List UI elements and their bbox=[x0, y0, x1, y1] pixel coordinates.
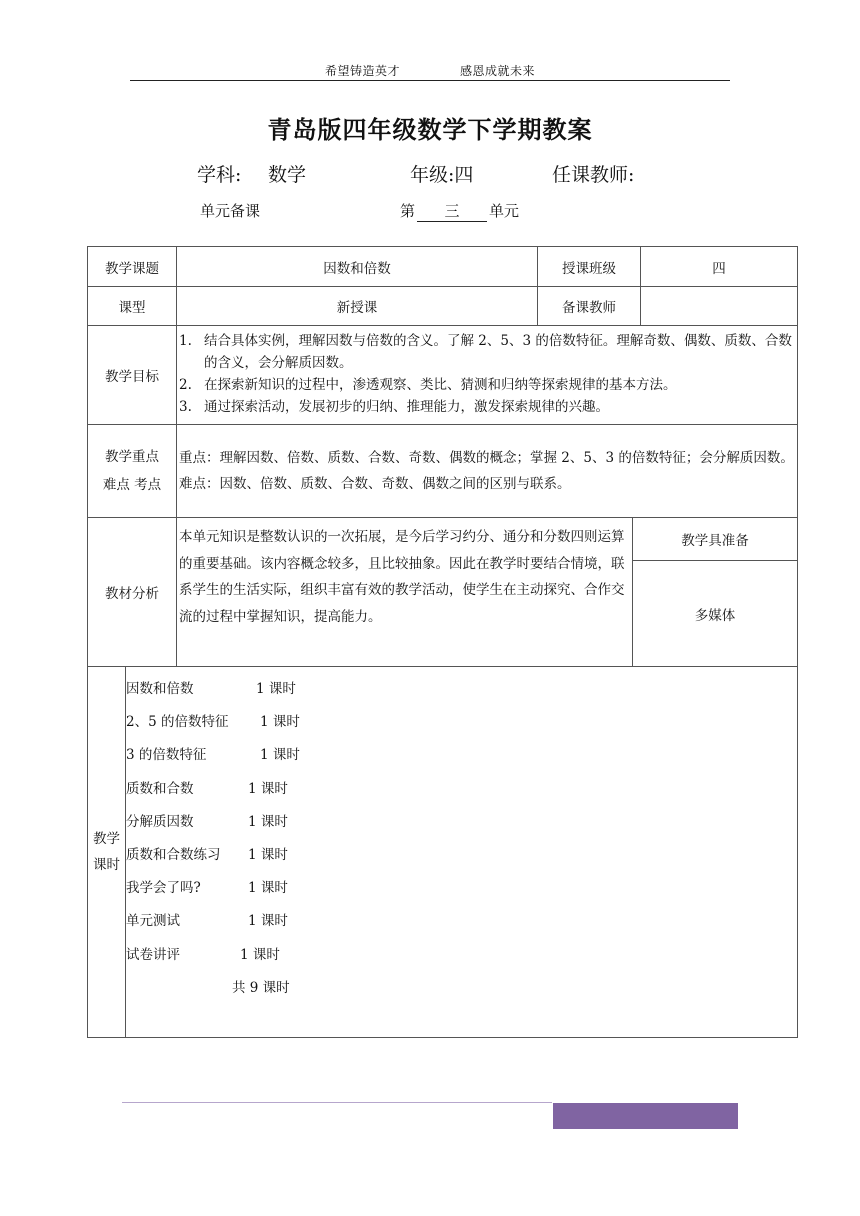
subject-label: 学科: bbox=[197, 164, 242, 186]
type-label: 课型 bbox=[88, 287, 177, 326]
unit-prep-label: 单元备课 bbox=[200, 202, 261, 220]
document-title: 青岛版四年级数学下学期教案 bbox=[267, 116, 593, 144]
tools-value: 多媒体 bbox=[633, 561, 798, 667]
header-motto-left: 希望铸造英才 bbox=[324, 64, 400, 78]
tools-label: 教学具准备 bbox=[633, 518, 798, 561]
goal-item: 1. 结合具体实例，理解因数与倍数的含义。了解 2、5、3 的倍数特征。理解奇数、偶数、质数、合数的含义，会分解质因数。 bbox=[179, 333, 792, 371]
schedule-content bbox=[126, 667, 798, 1038]
type-value: 新授课 bbox=[177, 287, 538, 326]
class-value: 四 bbox=[641, 247, 798, 287]
goal-item: 2. 在探索新知识的过程中，渗透观察、类比、猜测和归纳等探索规律的基本方法。 bbox=[179, 377, 677, 393]
subject-value: 数学 bbox=[268, 164, 307, 186]
grade-field: 年级:四 bbox=[410, 164, 474, 186]
goals-label: 教学目标 bbox=[88, 326, 177, 425]
table-row bbox=[88, 518, 798, 561]
footer-rule bbox=[122, 1102, 552, 1103]
table-row bbox=[88, 287, 798, 326]
table-row bbox=[88, 425, 798, 518]
schedule-item: 质数和合数 1 课时 bbox=[126, 780, 288, 797]
key-points-label: 教学重点 难点 考点 bbox=[88, 425, 177, 518]
goals-content bbox=[177, 326, 798, 425]
schedule-item: 单元测试 1 课时 bbox=[126, 913, 288, 930]
page-header bbox=[0, 62, 860, 79]
schedule-total: 共 9 课时 bbox=[232, 979, 290, 996]
footer-accent-bar bbox=[553, 1103, 738, 1129]
unit-number: 三 bbox=[417, 200, 487, 222]
header-rule bbox=[130, 80, 730, 81]
schedule-item: 试卷讲评 1 课时 bbox=[126, 946, 280, 963]
table-row bbox=[88, 326, 798, 425]
schedule-item: 质数和合数练习 1 课时 bbox=[126, 846, 288, 863]
prep-teacher-label: 备课教师 bbox=[538, 287, 641, 326]
schedule-label: 教学 课时 bbox=[88, 667, 126, 1038]
topic-value: 因数和倍数 bbox=[177, 247, 538, 287]
difficult-point-text: 难点：因数、倍数、质数、合数、奇数、偶数之间的区别与联系。 bbox=[179, 476, 571, 492]
class-label: 授课班级 bbox=[538, 247, 641, 287]
schedule-item: 3 的倍数特征 1 课时 bbox=[126, 747, 300, 764]
schedule-item: 我学会了吗? 1 课时 bbox=[126, 880, 288, 897]
schedule-item: 分解质因数 1 课时 bbox=[126, 813, 288, 830]
table-row bbox=[88, 667, 798, 1038]
unit-suffix: 单元 bbox=[489, 202, 520, 220]
topic-label: 教学课题 bbox=[88, 247, 177, 287]
analysis-text: 本单元知识是整数认识的一次拓展，是今后学习约分、通分和分数四则运算的重要基础。该内容概念较多，且比较抽象。因此在教学时要结合情境，联系学生的生活实际，组织丰富有效的教学活动，使学生在主动探究、合作交流的过程中掌握知识，提高能力。 bbox=[177, 518, 633, 667]
prep-teacher-value bbox=[641, 287, 798, 326]
goal-item: 3. 通过探索活动，发展初步的归纳、推理能力，激发探索规律的兴趣。 bbox=[179, 399, 609, 415]
lesson-plan-table bbox=[87, 246, 798, 1038]
table-row bbox=[88, 247, 798, 287]
unit-prefix: 第 bbox=[400, 202, 416, 220]
key-point-text: 重点：理解因数、倍数、质数、合数、奇数、偶数的概念；掌握 2、5、3 的倍数特征；会分解质因数。 bbox=[179, 450, 794, 466]
schedule-item: 2、5 的倍数特征 1 课时 bbox=[126, 714, 300, 731]
unit-number-field bbox=[400, 200, 519, 222]
key-points-content bbox=[177, 425, 798, 518]
teacher-label: 任课教师: bbox=[552, 164, 635, 186]
header-motto-right: 感恩成就未来 bbox=[460, 64, 536, 78]
schedule-item: 因数和倍数 1 课时 bbox=[126, 681, 296, 697]
analysis-label: 教材分析 bbox=[88, 518, 177, 667]
